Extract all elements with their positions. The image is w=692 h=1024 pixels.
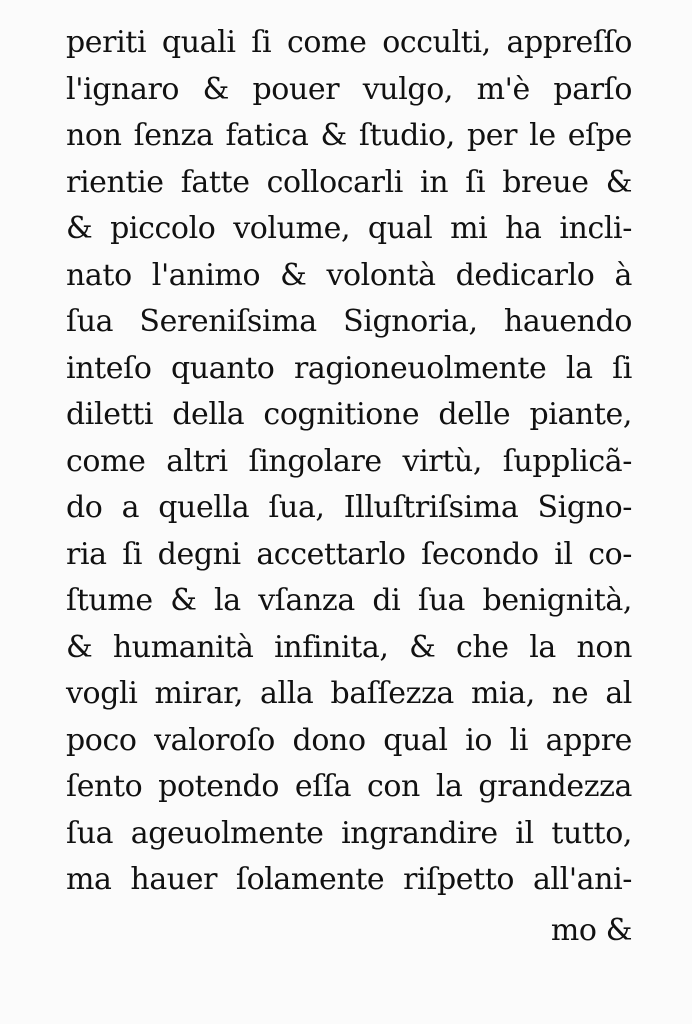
text-line-14: & humanità infinita, & che la non [66, 629, 632, 665]
text-line-16: poco valoroſo dono qual io li appre [66, 722, 632, 758]
text-line-11: do a quella ſua, Illuſtriſsima Signo- [66, 490, 632, 525]
text-line-6: nato l'animo & volontà dedicarlo à [66, 257, 632, 293]
text-line-10: come altri ſingolare virtù, ſupplicã- [66, 443, 632, 479]
text-line-5: & piccolo volume, qual mi ha incli- [66, 211, 632, 246]
text-line-17: ſento potendo eſſa con la grandezza [66, 769, 632, 804]
text-line-12: ria ſi degni accettarlo ſecondo il co- [66, 536, 632, 572]
text-line-9: diletti della cognitione delle piante, [66, 397, 632, 432]
text-line-7: ſua Sereniſsima Signoria, hauendo [66, 304, 632, 339]
text-line-13: ſtume & la vſanza di ſua benignità, [66, 583, 632, 618]
text-line-15: vogli mirar, alla baſſezza mia, ne al [66, 676, 632, 711]
body-text [66, 20, 632, 954]
text-line-8: inteſo quanto ragioneuolmente la ſi [66, 350, 632, 386]
text-line-18: ſua ageuolmente ingrandire il tutto, [66, 815, 632, 851]
text-line-19: ma hauer ſolamente riſpetto all'ani- [66, 862, 632, 897]
text-line-4: rientie fatte collocarli in ſi breue & [66, 164, 632, 200]
text-line-3: non ſenza fatica & ſtudio, per le eſpe [66, 118, 632, 153]
catchword: mo & [550, 912, 632, 948]
text-line-1: periti quali ſi come occulti, appreſſo [66, 25, 632, 60]
text-line-2: l'ignaro & pouer vulgo, m'è parſo [66, 71, 632, 107]
